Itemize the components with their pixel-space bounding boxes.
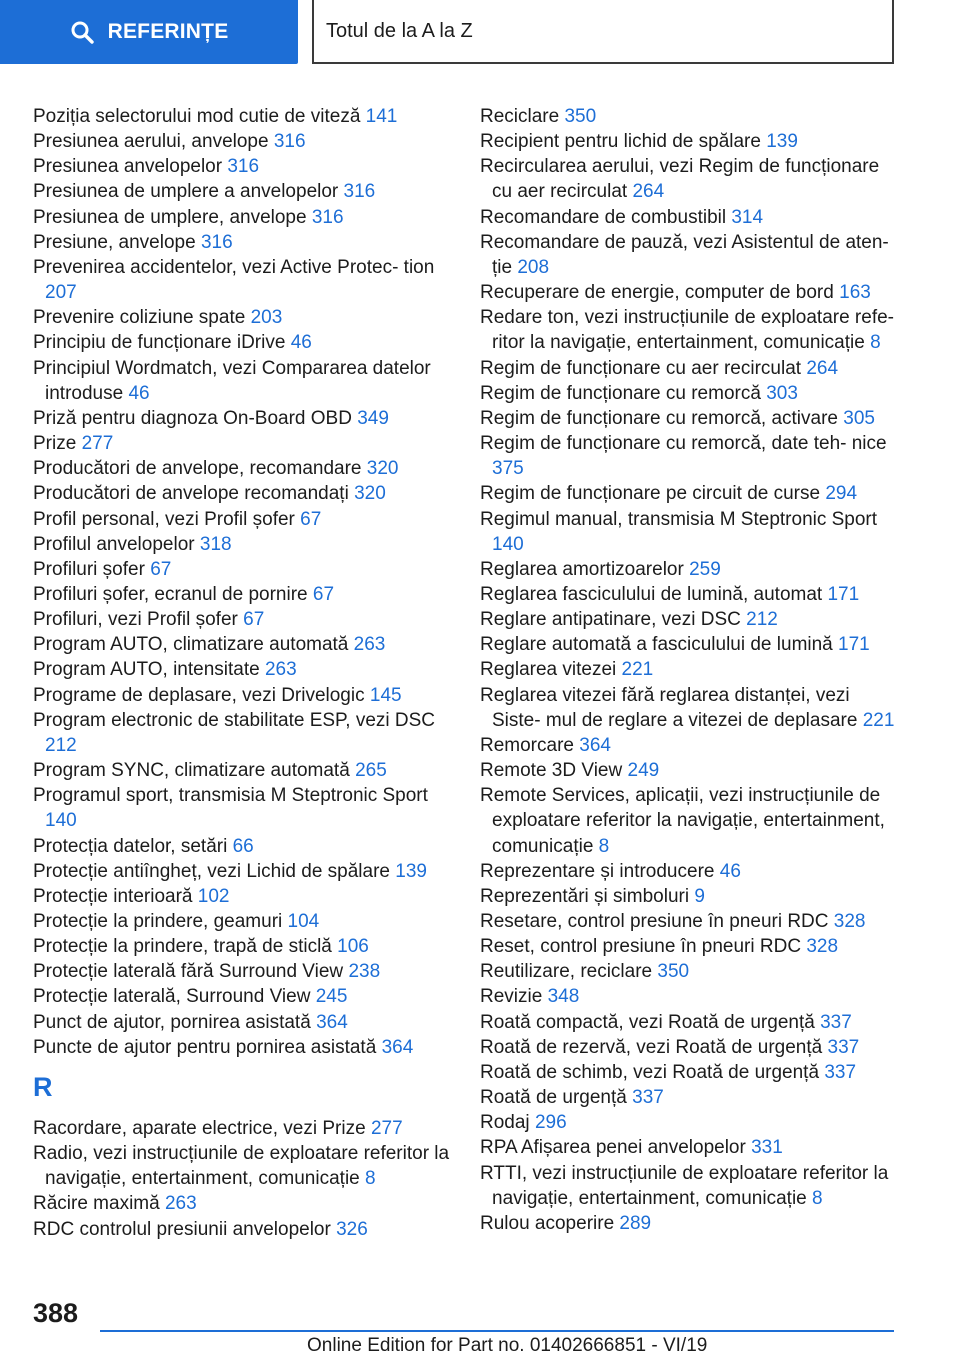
index-entry xyxy=(480,1135,900,1160)
index-page-link[interactable]: 139 xyxy=(766,131,798,153)
index-page-link[interactable]: 326 xyxy=(336,1218,368,1240)
index-entry-text: Presiune, anvelope xyxy=(33,231,196,253)
index-entry-text: Reciclare xyxy=(480,106,560,127)
index-page-link[interactable]: 337 xyxy=(820,1011,852,1033)
page-number: 388 xyxy=(33,1298,79,1328)
index-entry xyxy=(33,1141,453,1191)
index-page-link[interactable]: 208 xyxy=(517,256,550,278)
index-entry xyxy=(480,607,900,632)
index-entry xyxy=(480,406,900,431)
index-entry xyxy=(33,984,453,1009)
index-page-link[interactable]: 67 xyxy=(312,583,335,605)
index-entry-text: Roată de urgență xyxy=(480,1087,627,1109)
index-entry xyxy=(33,884,453,909)
tab-referinte-label: REFERINȚE xyxy=(107,20,229,43)
index-page-link[interactable]: 320 xyxy=(354,483,386,505)
index-page-link[interactable]: 263 xyxy=(164,1193,197,1215)
index-entry xyxy=(480,280,900,305)
index-entry-text: Protecție antiîngheț, vezi Lichid de spălare xyxy=(33,860,390,882)
index-page-link[interactable]: 318 xyxy=(199,533,232,555)
index-entry xyxy=(33,859,453,884)
index-entry xyxy=(33,305,453,330)
index-entry xyxy=(480,129,900,154)
index-page-link[interactable]: 104 xyxy=(287,911,320,932)
index-entry-text: Protecție la prindere, geamuri xyxy=(33,911,283,932)
index-entry-text: Profilul anvelopelor xyxy=(33,533,195,555)
index-entry-text: Remorcare xyxy=(480,734,574,756)
index-entry xyxy=(33,154,453,179)
index-entry-text: Presiunea aerului, anvelope xyxy=(33,131,269,153)
index-entry xyxy=(480,104,900,129)
index-entry xyxy=(480,934,900,959)
index-entry xyxy=(33,758,453,783)
index-entry-text: Regim de funcționare cu remorcă xyxy=(480,382,761,404)
index-entry xyxy=(33,934,453,959)
index-page-link[interactable]: 294 xyxy=(825,483,858,505)
index-entry-text: Protecție laterală, Surround View xyxy=(33,986,311,1008)
index-page-link[interactable]: 316 xyxy=(343,181,376,203)
index-entry xyxy=(480,381,900,406)
index-page-link[interactable]: 263 xyxy=(264,659,297,681)
index-entry xyxy=(33,431,453,456)
index-page-link[interactable]: 328 xyxy=(833,911,866,932)
index-entry-text: Programe de deplasare, vezi Drivelogic xyxy=(33,684,365,706)
index-entry xyxy=(480,632,900,657)
index-entry xyxy=(480,582,900,607)
index-page-link[interactable]: 8 xyxy=(598,835,610,857)
index-entry xyxy=(480,1110,900,1135)
tab-totul-a-z-label: Totul de la A la Z xyxy=(326,19,473,42)
index-list-r xyxy=(33,1116,453,1242)
index-page-link[interactable]: 314 xyxy=(731,206,764,228)
index-entry xyxy=(480,783,900,858)
index-list-p xyxy=(33,104,453,1060)
index-entry-text: Programul sport, transmisia M Steptronic Sport xyxy=(33,785,428,807)
index-entry-text: Regimul manual, transmisia M Steptronic Sport xyxy=(480,508,878,530)
index-entry xyxy=(33,632,453,657)
index-entry-text: Remote Services, aplicații, vezi instrucțiunile de exploatare referitor la navigație, entertainment, comunicație xyxy=(480,785,885,857)
index-page-link[interactable]: 8 xyxy=(870,332,881,354)
index-entry-text: Puncte de ajutor pentru pornirea asistată xyxy=(33,1036,377,1058)
search-icon xyxy=(70,20,94,44)
index-page-link[interactable]: 264 xyxy=(632,181,665,203)
index-entry xyxy=(33,1116,453,1141)
index-entry-text: Reglare automată a fasciculului de lumină xyxy=(480,634,833,656)
index-page-link[interactable]: 350 xyxy=(657,961,690,983)
index-entry-text: Reglarea vitezei xyxy=(480,659,617,681)
index-entry xyxy=(480,1161,900,1211)
index-entry-text: Roată compactă, vezi Roată de urgență xyxy=(480,1011,815,1033)
index-entry-text: Radio, vezi instrucțiunile de exploatare referitor la navigație, entertainment, comunicație xyxy=(33,1143,450,1190)
index-page-link[interactable]: 221 xyxy=(862,709,895,731)
index-entry xyxy=(480,305,900,355)
index-page-link[interactable]: 296 xyxy=(534,1112,567,1134)
tab-totul-a-z[interactable] xyxy=(312,0,894,64)
index-page-link[interactable]: 364 xyxy=(316,1011,348,1033)
index-page-link[interactable]: 203 xyxy=(250,307,283,329)
index-entry-text: Reglarea vitezei fără reglarea distanței, vezi Siste‐ mul de reglare a vitezei de deplasare xyxy=(480,684,858,731)
index-entry xyxy=(480,1211,900,1236)
index-page-link[interactable]: 139 xyxy=(395,860,427,882)
index-entry-text: Roată de schimb, vezi Roată de urgență xyxy=(480,1061,820,1083)
index-page-link[interactable]: 305 xyxy=(843,407,875,429)
index-entry-text: Reprezentări și simboluri xyxy=(480,885,690,907)
index-entry xyxy=(480,683,900,733)
index-entry-text: Protecție laterală fără Surround View xyxy=(33,961,344,983)
index-entry-text: Poziția selectorului mod cutie de viteză xyxy=(33,106,361,127)
index-page-link[interactable]: 140 xyxy=(45,810,77,832)
index-entry-text: Reprezentare și introducere xyxy=(480,860,715,882)
index-page-link[interactable]: 106 xyxy=(337,936,369,958)
index-page-link[interactable]: 348 xyxy=(547,986,580,1008)
index-entry-text: Regim de funcționare cu remorcă, date teh‐ nice xyxy=(480,433,887,455)
index-page-link[interactable]: 9 xyxy=(694,885,705,907)
index-entry xyxy=(480,1010,900,1035)
index-page-link[interactable]: 141 xyxy=(365,106,398,127)
index-entry xyxy=(480,481,900,506)
index-entry-text: Reglarea amortizoarelor xyxy=(480,558,684,580)
index-entry-text: Protecția datelor, setări xyxy=(33,835,228,857)
index-entry-text: Redare ton, vezi instrucțiunile de exploatare refe‐ ritor la navigație, entertainment, comunicație xyxy=(480,307,895,354)
index-entry-text: Profiluri șofer, ecranul de pornire xyxy=(33,583,308,605)
index-entry-text: RTTI, vezi instrucțiunile de exploatare referitor la navigație, entertainment, comunicație xyxy=(480,1162,889,1209)
index-entry xyxy=(480,356,900,381)
index-entry xyxy=(480,507,900,557)
index-page-link[interactable]: 277 xyxy=(81,433,114,455)
index-page-link[interactable]: 364 xyxy=(381,1036,414,1058)
index-page-link[interactable]: 337 xyxy=(827,1036,860,1058)
index-entry-text: Recomandare de pauză, vezi Asistentul de aten‐ ție xyxy=(480,231,889,278)
index-entry xyxy=(33,356,453,406)
index-entry xyxy=(33,607,453,632)
index-entry-text: Principiul Wordmatch, vezi Compararea datelor introduse xyxy=(33,357,431,404)
index-page-link[interactable]: 303 xyxy=(766,382,798,404)
index-entry-text: Revizie xyxy=(480,986,543,1008)
index-page-link[interactable]: 245 xyxy=(315,986,348,1008)
index-entry xyxy=(33,708,453,758)
index-entry xyxy=(480,959,900,984)
index-entry-text: Reglare antipatinare, vezi DSC xyxy=(480,609,741,631)
index-entry xyxy=(33,205,453,230)
footer-edition: Online Edition for Part no. 01402666851 - VI/19 xyxy=(307,1335,708,1356)
index-entry-text: Regim de funcționare cu aer recirculat xyxy=(480,357,802,379)
index-page-link[interactable]: 277 xyxy=(370,1117,403,1139)
index-entry-text: Priză pentru diagnoza On-Board OBD xyxy=(33,407,352,429)
index-entry-text: Prevenire coliziune spate xyxy=(33,307,246,329)
index-entry xyxy=(33,557,453,582)
index-entry xyxy=(33,179,453,204)
index-page-link[interactable]: 212 xyxy=(45,734,77,756)
index-entry xyxy=(480,884,900,909)
index-entry-text: Protecție la prindere, trapă de sticlă xyxy=(33,936,332,958)
index-entry xyxy=(33,834,453,859)
index-entry xyxy=(33,507,453,532)
index-entry xyxy=(33,783,453,833)
index-entry xyxy=(480,1035,900,1060)
index-entry-text: Reglarea fasciculului de lumină, automat xyxy=(480,583,823,605)
index-page-link[interactable]: 328 xyxy=(806,936,839,958)
index-page-link[interactable]: 289 xyxy=(619,1212,652,1234)
index-entry xyxy=(33,1010,453,1035)
index-entry xyxy=(33,456,453,481)
index-page-link[interactable]: 66 xyxy=(232,835,254,857)
index-page-link[interactable]: 67 xyxy=(300,508,322,530)
index-page-link[interactable]: 350 xyxy=(564,106,597,127)
section-letter-r: R xyxy=(33,1071,53,1102)
index-entry xyxy=(33,330,453,355)
index-page-link[interactable]: 238 xyxy=(348,961,381,983)
index-entry xyxy=(480,154,900,204)
index-entry xyxy=(33,104,453,129)
index-page-link[interactable]: 212 xyxy=(746,609,778,631)
index-entry xyxy=(480,557,900,582)
index-entry xyxy=(33,909,453,934)
index-entry xyxy=(480,909,900,934)
index-page-link[interactable]: 364 xyxy=(579,734,611,756)
index-entry-text: Principiu de funcționare iDrive xyxy=(33,332,286,354)
index-page-link[interactable]: 337 xyxy=(824,1061,857,1083)
index-entry-text: Program AUTO, climatizare automată xyxy=(33,634,349,656)
index-entry xyxy=(33,532,453,557)
index-entry-text: Profiluri, vezi Profil șofer xyxy=(33,609,238,631)
index-entry xyxy=(33,481,453,506)
index-column-right xyxy=(480,104,900,1236)
index-entry-text: Recomandare de combustibil xyxy=(480,206,727,228)
index-entry-text: Punct de ajutor, pornirea asistată xyxy=(33,1011,311,1033)
index-page-link[interactable]: 259 xyxy=(689,558,721,580)
index-page-link[interactable]: 349 xyxy=(357,407,389,429)
index-page-link[interactable]: 102 xyxy=(197,885,230,907)
index-entry-text: Program AUTO, intensitate xyxy=(33,659,260,681)
index-entry xyxy=(480,230,900,280)
index-page-link[interactable]: 320 xyxy=(366,458,399,480)
index-entry-text: Răcire maximă xyxy=(33,1193,160,1215)
index-entry xyxy=(480,758,900,783)
index-entry-text: Protecție interioară xyxy=(33,885,193,907)
index-page-link[interactable]: 337 xyxy=(632,1087,664,1109)
index-entry-text: Profil personal, vezi Profil șofer xyxy=(33,508,295,530)
index-entry xyxy=(33,582,453,607)
tab-referinte[interactable] xyxy=(0,0,298,64)
index-page-link[interactable]: 67 xyxy=(243,609,265,631)
index-entry xyxy=(480,859,900,884)
index-page-link[interactable]: 140 xyxy=(492,533,524,555)
index-entry-text: Rodaj xyxy=(480,1112,530,1134)
index-entry xyxy=(33,1035,453,1060)
index-page-link[interactable]: 316 xyxy=(200,231,233,253)
index-entry xyxy=(33,255,453,305)
index-entry-text: Prevenirea accidentelor, vezi Active Protec‐ tion xyxy=(33,256,435,278)
index-entry-text: Roată de rezervă, vezi Roată de urgență xyxy=(480,1036,823,1058)
index-entry-text: Program electronic de stabilitate ESP, vezi DSC xyxy=(33,709,435,731)
index-page-link[interactable]: 8 xyxy=(365,1168,376,1190)
index-entry-text: RDC controlul presiunii anvelopelor xyxy=(33,1218,331,1240)
index-entry xyxy=(480,984,900,1009)
index-entry xyxy=(33,959,453,984)
index-entry-text: Recircularea aerului, vezi Regim de funcționare cu aer recirculat xyxy=(480,156,880,203)
index-page-link[interactable]: 171 xyxy=(838,634,870,656)
index-page-link[interactable]: 207 xyxy=(45,282,77,304)
index-page-link[interactable]: 375 xyxy=(492,458,524,480)
index-entry xyxy=(480,733,900,758)
index-page-link[interactable]: 145 xyxy=(369,684,402,706)
index-entry-text: Presiunea de umplere, anvelope xyxy=(33,206,307,228)
index-page-link[interactable]: 221 xyxy=(621,659,654,681)
index-entry xyxy=(480,205,900,230)
index-page-link[interactable]: 263 xyxy=(353,634,386,656)
index-page-link[interactable]: 171 xyxy=(827,583,860,605)
index-entry xyxy=(33,230,453,255)
footer-divider xyxy=(100,1330,894,1332)
index-entry-text: Resetare, control presiune în pneuri RDC xyxy=(480,911,829,932)
index-entry-text: Racordare, aparate electrice, vezi Prize xyxy=(33,1117,366,1139)
index-page-link[interactable]: 67 xyxy=(150,558,172,580)
index-entry xyxy=(33,1191,453,1216)
index-entry xyxy=(33,1217,453,1242)
index-entry-text: Prize xyxy=(33,433,77,455)
index-entry xyxy=(480,1060,900,1085)
index-page-link[interactable]: 316 xyxy=(273,131,306,153)
index-entry xyxy=(480,431,900,481)
index-entry-text: Program SYNC, climatizare automată xyxy=(33,760,350,782)
index-entry-text: Regim de funcționare pe circuit de curse xyxy=(480,483,821,505)
index-entry xyxy=(480,657,900,682)
index-entry xyxy=(480,1085,900,1110)
index-entry-text: Recuperare de energie, computer de bord xyxy=(480,282,834,304)
index-entry-text: Rulou acoperire xyxy=(480,1212,615,1234)
index-entry xyxy=(33,683,453,708)
index-page-link[interactable]: 46 xyxy=(128,382,150,404)
index-entry-text: Regim de funcționare cu remorcă, activare xyxy=(480,407,838,429)
index-column-left xyxy=(33,104,453,1242)
index-page-link[interactable]: 264 xyxy=(806,357,839,379)
index-entry-text: Producători de anvelope, recomandare xyxy=(33,458,362,480)
index-entry-text: RPA Afișarea penei anvelopelor xyxy=(480,1137,746,1159)
index-entry-text: Presiunea de umplere a anvelopelor xyxy=(33,181,339,203)
index-entry-text: Profiluri șofer xyxy=(33,558,145,580)
index-page-link[interactable]: 265 xyxy=(355,760,387,782)
index-entry-text: Producători de anvelope recomandați xyxy=(33,483,349,505)
index-entry xyxy=(33,657,453,682)
index-page-link[interactable]: 163 xyxy=(839,282,871,304)
index-page-link[interactable]: 331 xyxy=(751,1137,783,1159)
index-entry xyxy=(33,129,453,154)
index-page-link[interactable]: 316 xyxy=(311,206,344,228)
index-page-link[interactable]: 249 xyxy=(627,760,660,782)
index-page-link[interactable]: 46 xyxy=(719,860,741,882)
index-entry xyxy=(33,406,453,431)
index-page-link[interactable]: 8 xyxy=(812,1187,823,1209)
index-entry-text: Reutilizare, reciclare xyxy=(480,961,653,983)
index-entry-text: Presiunea anvelopelor xyxy=(33,156,223,178)
index-entry-text: Recipient pentru lichid de spălare xyxy=(480,131,761,153)
index-page-link[interactable]: 316 xyxy=(227,156,260,178)
index-list-r-continued xyxy=(480,104,900,1236)
index-page-link[interactable]: 46 xyxy=(290,332,312,354)
index-entry-text: Reset, control presiune în pneuri RDC xyxy=(480,936,802,958)
index-entry-text: Remote 3D View xyxy=(480,760,623,782)
